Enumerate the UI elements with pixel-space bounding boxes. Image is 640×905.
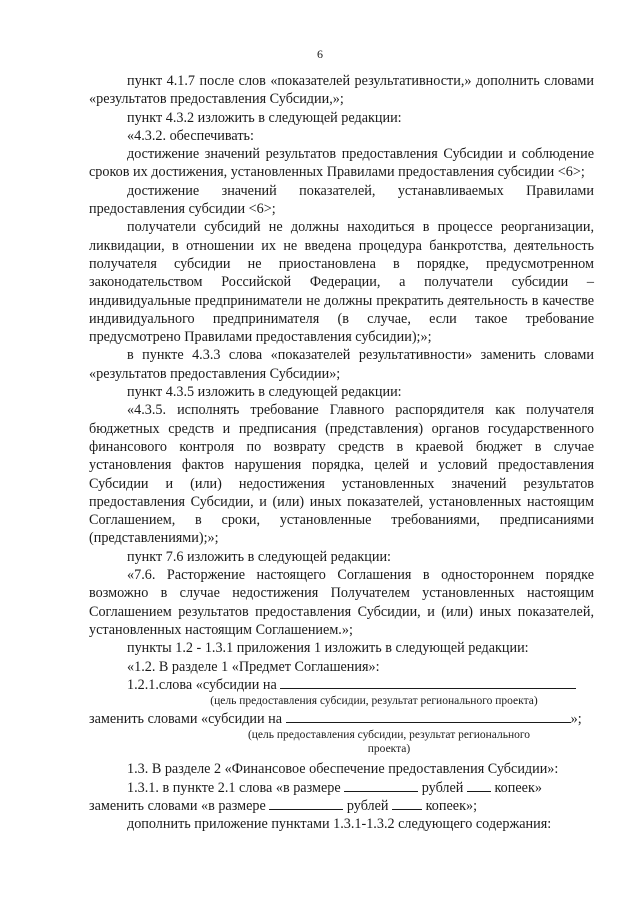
currency-label: копеек» <box>494 779 542 796</box>
paragraph: «1.2. В разделе 1 «Предмет Соглашения»: <box>127 658 380 675</box>
paragraph: пункт 4.3.2 изложить в следующей редакции: <box>127 109 402 126</box>
form-line-text: заменить словами «в размере <box>89 797 266 814</box>
form-line-131 <box>89 779 594 797</box>
form-line-replace <box>89 710 594 728</box>
currency-label: копеек»; <box>425 797 478 814</box>
paragraph: пункт 7.6 изложить в следующей редакции: <box>127 548 391 565</box>
paragraph: достижение значений показателей, устанавливаемых Правилами предоставления субсидии <6>; <box>89 182 594 218</box>
paragraph: «4.3.5. исполнять требование Главного распорядителя как получателя бюджетных средств и предписания (представления) органов государственного финансового контроля по возврату средств в краевой бюджет в случае установления фактов нарушения порядка, целей и условий предоставления Субсидии и (или) недостижения установленных значений результатов предоставления Субсидии, и (или) иных показателей, установленных настоящим Соглашением, в сроки, установленные требованиями, предписаниями (представлениями);»; <box>89 402 594 547</box>
paragraph: пункты 1.2 - 1.3.1 приложения 1 изложить в следующей редакции: <box>127 640 529 657</box>
paragraph: достижение значений результатов предоставления Субсидии и соблюдение сроков их достижения, установленных Правилами предоставления субсидии <6>; <box>89 146 594 181</box>
form-caption: (цель предоставления субсидии, результат регионального проекта) <box>247 729 531 756</box>
blank-line <box>392 797 422 810</box>
form-line-text: 1.3.1. в пункте 2.1 слова «в размере <box>127 779 341 796</box>
section-heading: 1.3. В разделе 2 «Финансовое обеспечение предоставления Субсидии»: <box>127 761 559 778</box>
form-caption: (цель предоставления субсидии, результат регионального проекта) <box>210 695 538 708</box>
paragraph: пункт 4.3.5 изложить в следующей редакции: <box>127 384 402 401</box>
form-line-text: 1.2.1.слова «субсидии на <box>127 676 277 693</box>
blank-line <box>467 779 491 792</box>
paragraph: «4.3.2. обеспечивать: <box>127 127 254 144</box>
paragraph: получатели субсидий не должны находиться в процессе реорганизации, ликвидации, в отношении их не введена процедура банкротства, деятельность получателя субсидии не приостановлена в порядке, предусмотренном законодательством Российской Федерации, а получатели субсидии – индивидуальные предприниматели не должны прекратить деятельность в качестве индивидуального предпринимателя (в случае, если такое требование предусмотрено Правилами предоставления субсидии);»; <box>89 219 594 346</box>
form-line-131b <box>89 797 594 815</box>
blank-line <box>344 779 418 792</box>
form-line-text: заменить словами «субсидии на <box>89 711 283 728</box>
paragraph: пункт 4.1.7 после слов «показателей результативности,» дополнить словами «результатов предоставления Субсидии,»; <box>89 73 594 108</box>
currency-label: рублей <box>346 797 389 814</box>
blank-line <box>280 676 576 689</box>
paragraph: «7.6. Расторжение настоящего Соглашения в одностороннем порядке возможно в случае недостижения Получателем установленных настоящим Соглашением результатов предоставления Субсидии, и (или) иных показателей, установленных настоящим Соглашением.»; <box>89 567 594 638</box>
blank-line <box>269 797 343 810</box>
currency-label: рублей <box>421 779 464 796</box>
blank-line <box>286 710 571 723</box>
paragraph: дополнить приложение пунктами 1.3.1-1.3.2 следующего содержания: <box>127 816 552 833</box>
paragraph: в пункте 4.3.3 слова «показателей результативности» заменить словами «результатов предоставления Субсидии»; <box>89 347 594 382</box>
form-line-121 <box>89 676 594 694</box>
form-line-end: »; <box>570 711 582 728</box>
document-body <box>89 72 594 834</box>
page-number: 6 <box>317 47 323 61</box>
